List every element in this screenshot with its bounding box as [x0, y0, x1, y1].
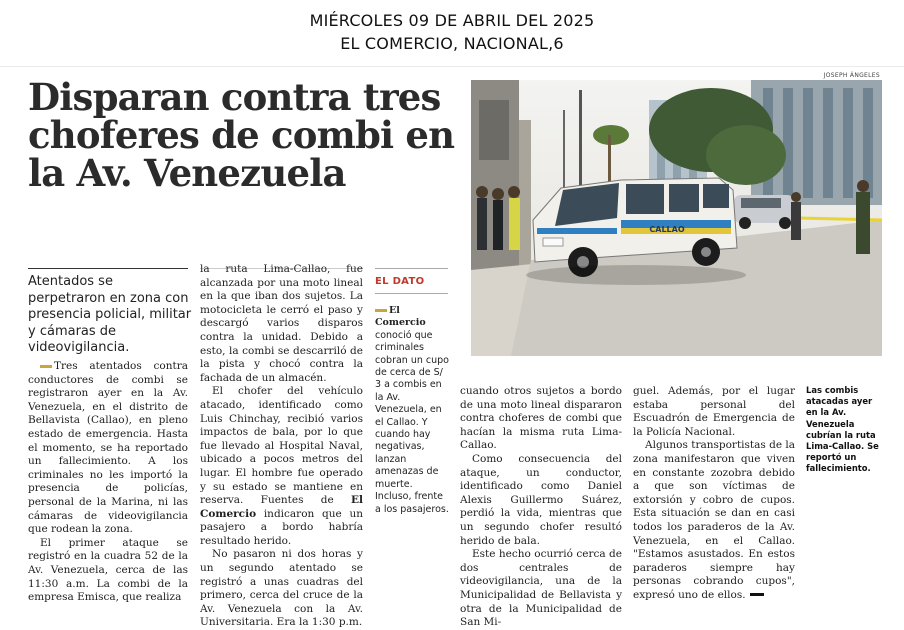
end-mark	[750, 593, 764, 596]
article-photo	[471, 80, 882, 356]
van-sign: CALLAO	[649, 225, 685, 234]
body-paragraph: guel. Además, por el lugar estaba personal del Escuadrón de Emergencia de la Policía Nacional.	[633, 385, 795, 438]
photo-credit: JOSEPH ÁNGELES	[823, 72, 880, 79]
dato-text: conoció que criminales cobran un cupo de cerca de S/ 3 a combis en la Av. Venezuela, en el Callao. Y cuando hay negativas, lanzan amenazas de muerte. Incluso, frente a los pasajeros.	[375, 329, 449, 515]
body-paragraph: El primer ataque se registró en la cuadra 52 de la Av. Venezuela, cerca de las 11:30 a.m. La combi de la empresa Emisca, que realiza	[28, 536, 188, 604]
dato-bold: El Comercio	[375, 305, 426, 329]
dato-rule-top	[375, 268, 448, 269]
dato-box	[375, 305, 450, 516]
dato-dash	[375, 309, 387, 312]
article-headline: Disparan contra tres choferes de combi en la Av. Venezuela	[28, 75, 455, 195]
body-column-1	[28, 360, 188, 605]
body-paragraph: Tres atentados contra conductores de combi se registraron ayer en la Av. Venezuela, en el distrito de Bellavista (Callao), en pleno estado de emergencia. Hasta el momento, se ha reportado un fallecimiento. A los criminales no les importó la presencia de policías, personal de la Marina, ni las cámaras de videovigilancia que rodean la zona.	[28, 360, 188, 536]
photo-caption: Las combis atacadas ayer en la Av. Venezuela cubrían la ruta Lima-Callao. Se reportó un fallecimiento.	[806, 385, 879, 474]
summary-rule	[28, 268, 188, 269]
lead-dash	[40, 365, 52, 368]
body-paragraph: No pasaron ni dos horas y un segundo atentado se registró a unas cuadras del primero, cerca del cruce de la Av. Venezuela con la Av. Universitaria. Era la 1:30 p.m.	[200, 548, 363, 629]
body-column-3	[460, 385, 622, 630]
body-column-4	[633, 385, 795, 603]
article-summary: Atentados se perpetraron en zona con presencia policial, militar y cámaras de videovigilancia.	[28, 274, 192, 355]
body-paragraph: cuando otros sujetos a bordo de una moto lineal dispararon contra choferes de combi que hacían la misma ruta Lima-Callao.	[460, 385, 622, 452]
body-paragraph: Este hecho ocurrió cerca de dos centrales de videovigilancia, una de la Municipalidad de Bellavista y otra de la Municipalidad de San Mi-	[460, 548, 622, 629]
combi-scene-illustration	[471, 80, 882, 356]
publication-source: EL COMERCIO, NACIONAL,6	[340, 34, 564, 53]
body-paragraph: Como consecuencia del ataque, un conductor, identificado como Daniel Alexis Guillermo Suárez, perdió la vida, mientras que un segundo chofer resultó herido de bala.	[460, 452, 622, 547]
body-paragraph: El chofer del vehículo atacado, identificado como Luis Chinchay, recibió varios impactos de bala, por lo que fue llevado al Hospital Naval, ubicado a pocos metros del lugar. El hombre fue operado y su estado se mantiene en reserva. Fuentes de El Comercio indicaron que un pasajero a bordo habría resultado herido.	[200, 385, 363, 547]
dato-rule-bottom	[375, 293, 448, 294]
newspaper-header	[0, 0, 904, 67]
publication-date: MIÉRCOLES 09 DE ABRIL DEL 2025	[309, 11, 595, 30]
body-column-2	[200, 263, 363, 630]
body-paragraph: la ruta Lima-Callao, fue alcanzada por una moto lineal en la que iban dos sujetos. La motocicleta le cerró el paso y descargó varios disparos contra la unidad. Debido a esto, la combi se descarriló de la pista y chocó contra la fachada de un almacén.	[200, 263, 363, 384]
el-comercio-mention: El Comercio	[200, 494, 363, 520]
body-paragraph: Algunos transportistas de la zona manifestaron que viven en constante zozobra debido a que son víctimas de extorsión y cobro de cupos. Esta situación se dan en casi todos los paraderos de la Av. Venezuela, en el Callao. "Estamos asustados. En estos paraderos siempre hay personas cobrando cupos", expresó uno de ellos.	[633, 439, 796, 601]
dato-label: EL DATO	[375, 276, 425, 287]
